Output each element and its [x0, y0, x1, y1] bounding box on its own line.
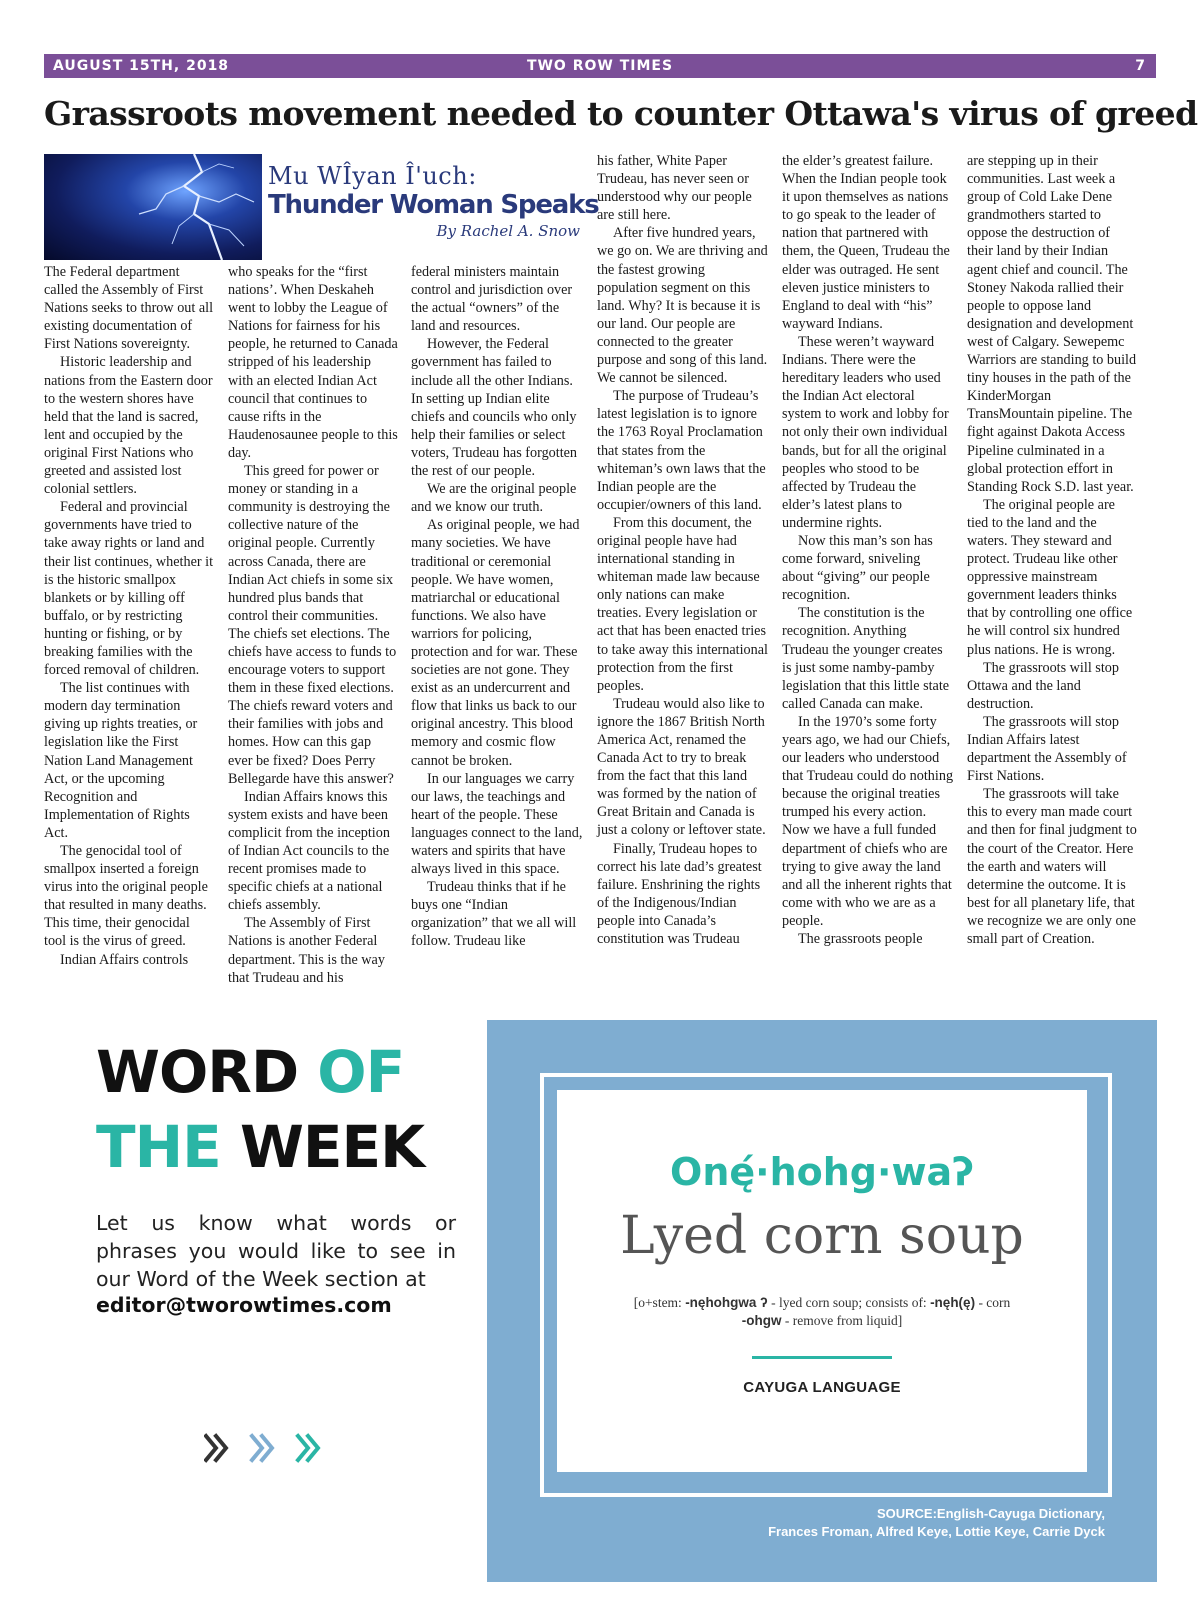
source-line-2: Frances Froman, Alfred Keye, Lottie Keye, Carrie Dyck — [768, 1524, 1105, 1539]
article-paragraph: Indian Affairs knows this system exists and have been complicit from the inception of Indian Act councils to the recent promises made to specific chiefs at a national chiefs assembly. — [228, 788, 390, 914]
wotw-the: THE — [96, 1113, 221, 1181]
etym-prefix: [o+stem: — [633, 1295, 686, 1310]
language-label: CAYUGA LANGUAGE — [743, 1379, 901, 1396]
article-paragraph: The grassroots people — [798, 931, 923, 948]
wotw-word: WORD — [96, 1038, 299, 1106]
etym-mid-2: - corn — [975, 1295, 1011, 1310]
page-header-bar — [44, 54, 1156, 78]
article-paragraph: Now this man’s son has come forward, sniveling about “giving” our people recognition. — [782, 532, 933, 604]
article-paragraph: The original people are tied to the land and the waters. They steward and protect. Trudeau like other oppressive mainstream government leaders thinks that by controlling one office he will control six hundred plus nations. He is wrong. — [967, 496, 1133, 658]
article-paragraph: The constitution is the recognition. Anything Trudeau the younger creates is just some namby-pamby legislation that this little state called Canada can make. — [782, 605, 950, 712]
chevrons-icon — [204, 1430, 334, 1470]
page-number: 7 — [1135, 58, 1146, 74]
issue-date: AUGUST 15TH, 2018 — [53, 58, 230, 74]
article-paragraph: his father, White Paper Trudeau, has never seen or understood why our people are still here. — [597, 153, 752, 224]
article-paragraph: These weren’t wayward Indians. There were the hereditary leaders who used the Indian Act electoral system to work and lobby for not only their own individual bands, but for all the original peoples who stood to be affected by Trudeau the elder’s latest plans to undermine rights. — [782, 333, 949, 531]
article-paragraph: The genocidal tool of smallpox inserted a foreign virus into the original people that resulted in many deaths. This time, their genocidal tool is the virus of greed. — [44, 843, 208, 950]
wotw-week: WEEK — [239, 1113, 425, 1181]
etym-stem: -nęhohgwa ʔ — [685, 1295, 768, 1310]
article-column-4 — [597, 152, 769, 948]
lightning-bolt-icon — [44, 154, 262, 260]
column-subtitle: Thunder Woman Speaks — [268, 190, 599, 220]
article-paragraph: are stepping up in their communities. Last week a group of Cold Lake Dene grandmothers started to oppose the destruction of their land by their Indian agent chief and council. The Stoney Nakoda rallied their people to oppose land designation and development west of Calgary. Sewepemc Warriors are standing to build tiny houses in the path of the KinderMorgan TransMountain pipeline. The fight against Dakota Access Pipeline culminated in a global protection effort in Standing Rock S.D. last year. — [967, 153, 1137, 495]
etym-mid: - lyed corn soup; consists of: — [767, 1295, 931, 1310]
article-paragraph: This greed for power or money or standing in a community is destroying the collective nature of the original people. Currently across Canada, there are Indian Act chiefs in some six hundred plus bands that control their communities. The chiefs set elections. The chiefs have access to funds to encourage voters to support them in these fixed elections. The chiefs reward voters and their families with jobs and homes. How can this gap ever be fixed? Does Perry Bellegarde have this answer? — [228, 463, 397, 787]
wotw-title-line-2 — [96, 1110, 456, 1185]
article-column-3 — [411, 263, 583, 951]
article-paragraph: The grassroots will stop Indian Affairs latest department the Assembly of First Nations. — [967, 713, 1127, 785]
article-paragraph: In the 1970’s some forty years ago, we had our Chiefs, our leaders who understood that Trudeau could do nothing because the original treaties trumped his every action. Now we have a full funded department of chiefs who are trying to give away the land and all the inherent rights that come with who we are as a people. — [782, 713, 954, 929]
article-paragraph: The grassroots will take this to every man made court and then for final judgment to the court of the Creator. Here the earth and waters will determine the outcome. It is best for all planetary life, that we recognize we are only one small part of Creation. — [967, 786, 1137, 948]
article-paragraph: the elder’s greatest failure. When the Indian people took it upon themselves as nations to go speak to the leader of nation that partnered with them, the Queen, Trudeau the elder was outraged. He sent eleven justice ministers to England to deal with “his” wayward Indians. — [782, 153, 950, 332]
word-meaning: Lyed corn soup — [620, 1206, 1024, 1266]
article-paragraph: Historic leadership and nations from the Eastern door to the western shores have held that the land is sacred, lent and occupied by the original First Nations who greeted and assisted lost colonial settlers. — [44, 354, 213, 498]
article-paragraph: Federal and provincial governments have tried to take away rights or land and their list continues, whether it is the historic smallpox blankets or by killing off buffalo, or by restricting hunting or fishing, or by breaking families with the forced removal of children. — [44, 499, 214, 679]
article-paragraph: Trudeau thinks that if he buys one “Indian organization” that we all will follow. Trudeau like — [411, 879, 577, 950]
cayuga-word: Onę́·hohg·waʔ — [670, 1150, 974, 1194]
article-paragraph: Trudeau would also like to ignore the 1867 British North America Act, renamed the Canada Act to try to break from the fact that this land was formed by the nation of Great Britain and Canada is just a colony or leftover state. — [597, 695, 766, 839]
article-column-2 — [228, 263, 398, 987]
article-paragraph: From this document, the original people have had international standing in whiteman made law because only nations can make treaties. Every legislation or act that has been enacted tries to take away this international protection from the first peoples. — [597, 514, 768, 694]
etym-part-2: -ohgw — [741, 1313, 782, 1328]
column-masthead — [268, 162, 599, 240]
article-paragraph: who speaks for the “first nations’. When Deskaheh went to lobby the League of Nations for fairness for his people, he returned to Canada stripped of his leadership with an elected Indian Act council that continues to cause rifts in the Haudenosaunee people to this day. — [228, 264, 398, 461]
wotw-title-line-1 — [96, 1035, 456, 1110]
article-paragraph: The purpose of Trudeau’s latest legislation is to ignore the 1763 Royal Proclamation that states from the whiteman’s own laws that the Indian people are the occupier/owners of this land. — [597, 388, 766, 513]
article-paragraph: federal ministers maintain control and jurisdiction over the actual “owners” of the land and resources. — [411, 264, 573, 335]
article-paragraph: The grassroots will stop Ottawa and the land destruction. — [967, 659, 1119, 712]
wotw-body-text: Let us know what words or phrases you would like to see in our Word of the Week section at — [96, 1211, 456, 1291]
article-column-1 — [44, 263, 214, 969]
etym-end: - remove from liquid] — [781, 1313, 903, 1328]
article-headline: Grassroots movement needed to counter Ottawa's virus of greed — [44, 94, 1198, 133]
article-paragraph: The Federal department called the Assembly of First Nations seeks to throw out all existing documentation of First Nations sovereignty. — [44, 264, 214, 353]
word-of-the-week-promo — [96, 1035, 456, 1317]
article-paragraph: The list continues with modern day termination giving up rights treaties, or legislation like the First Nation Land Management Act, or the upcoming Recognition and Implementation of Rights Act. — [44, 680, 198, 841]
article-paragraph: However, the Federal government has failed to include all the other Indians. In setting up Indian elite chiefs and councils who only help their families or select voters, Trudeau has forgotten the rest of our people. — [411, 336, 578, 480]
source-line-1: SOURCE:English-Cayuga Dictionary, — [876, 1506, 1105, 1521]
article-paragraph: Indian Affairs controls — [60, 951, 189, 968]
byline: By Rachel A. Snow — [436, 222, 580, 240]
divider — [752, 1356, 892, 1359]
article-paragraph: We are the original people and we know our truth. — [411, 481, 577, 516]
article-paragraph: In our languages we carry our laws, the teachings and heart of the people. These languages connect to the land, waters and spirits that have always lived in this space. — [411, 770, 583, 878]
newspaper-name: TWO ROW TIMES — [526, 58, 674, 74]
word-etymology — [602, 1294, 1042, 1330]
cayuga-word-panel — [487, 1020, 1157, 1582]
source-credit — [768, 1505, 1105, 1541]
editor-email: editor@tworowtimes.com — [96, 1293, 392, 1317]
article-column-6 — [967, 152, 1139, 948]
word-card — [557, 1090, 1087, 1472]
wotw-of: OF — [317, 1038, 405, 1106]
article-paragraph: Finally, Trudeau hopes to correct his late dad’s greatest failure. Enshrining the rights of the Indigenous/Indian people into Canada’s constitution was Trudeau — [597, 840, 762, 948]
lightning-storm-image — [44, 154, 262, 260]
article-paragraph: The Assembly of First Nations is another Federal department. This is the way that Trudeau and his — [228, 915, 385, 986]
article-column-5 — [782, 152, 955, 948]
article-paragraph: After five hundred years, we go on. We are thriving and the fastest growing population segment on this land. Why? It is because it is our land. Our people are connected to the greater purpose and song of this land. We cannot be silenced. — [597, 225, 768, 387]
column-title: Mu WÎyan Î'uch: — [268, 162, 477, 190]
article-paragraph: As original people, we had many societies. We have traditional or ceremonial people. We have women, matriarchal or educational functions. We also have warriors for policing, protection and for war. These societies are not gone. They exist as an undercurrent and flow that links us back to our original ancestry. This blood memory and cosmic flow cannot be broken. — [411, 517, 580, 769]
etym-part-1: -nęh(ę) — [930, 1295, 976, 1310]
